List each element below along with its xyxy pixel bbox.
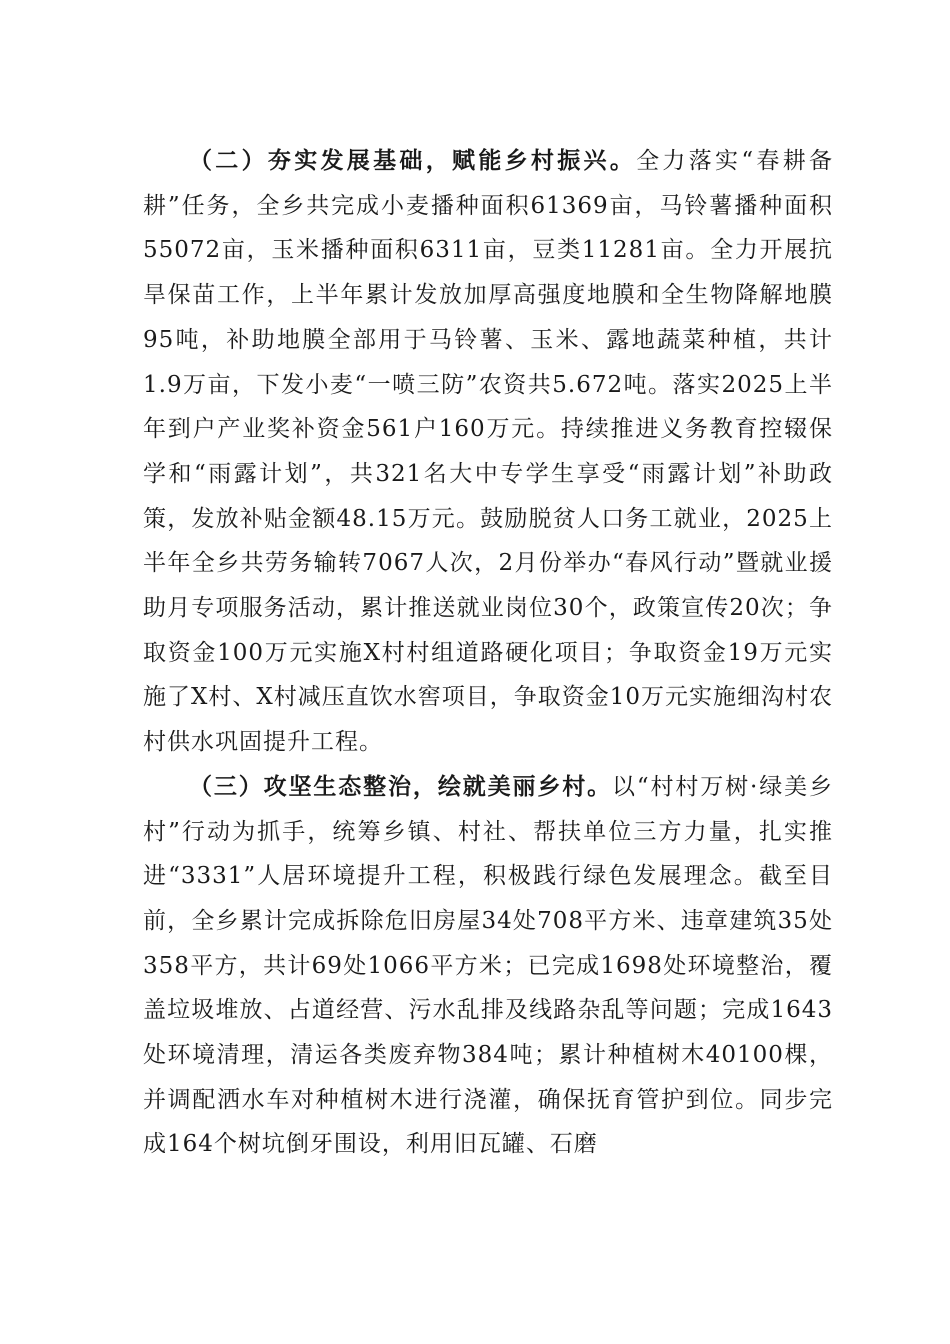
paragraph-development-foundation: [143, 139, 833, 765]
paragraph-body: 以“村村万树·绿美乡村”行动为抓手，统筹乡镇、村社、帮扶单位三方力量，扎实推进“3331”人居环境提升工程，积极践行绿色发展理念。截至目前，全乡累计完成拆除危旧房屋34处708平方米、违章建筑35处358平方，共计69处1066平方米；已完成1698处环境整治，覆盖垃圾堆放、占道经营、污水乱排及线路杂乱等问题；完成1643处环境清理，清运各类废弃物384吨；累计种植树木40100棵，并调配洒水车对种植树木进行浇灌，确保抚育管护到位。同步完成164个树坑倒牙围设，利用旧瓦罐、石磨: [143, 773, 834, 1158]
paragraph-heading: （二）夯实发展基础，赋能乡村振兴。: [189, 147, 637, 174]
paragraph-ecological-improvement: [143, 765, 833, 1167]
document-body: [143, 139, 833, 1167]
paragraph-body: 全力落实“春耕备耕”任务，全乡共完成小麦播种面积61369亩，马铃薯播种面积55072亩，玉米播种面积6311亩，豆类11281亩。全力开展抗旱保苗工作，上半年累计发放加厚高强度地膜和全生物降解地膜95吨，补助地膜全部用于马铃薯、玉米、露地蔬菜种植，共计1.9万亩，下发小麦“一喷三防”农资共5.672吨。落实2025上半年到户产业奖补资金561户160万元。持续推进义务教育控辍保学和“雨露计划”，共321名大中专学生享受“雨露计划”补助政策，发放补贴金额48.15万元。鼓励脱贫人口务工就业，2025上半年全乡共劳务输转7067人次，2月份举办“春风行动”暨就业援助月专项服务活动，累计推送就业岗位30个，政策宣传20次；争取资金100万元实施X村村组道路硬化项目；争取资金19万元实施了X村、X村减压直饮水窖项目，争取资金10万元实施细沟村农村供水巩固提升工程。: [143, 148, 834, 756]
paragraph-heading: （三）攻坚生态整治，绘就美丽乡村。: [189, 772, 612, 800]
